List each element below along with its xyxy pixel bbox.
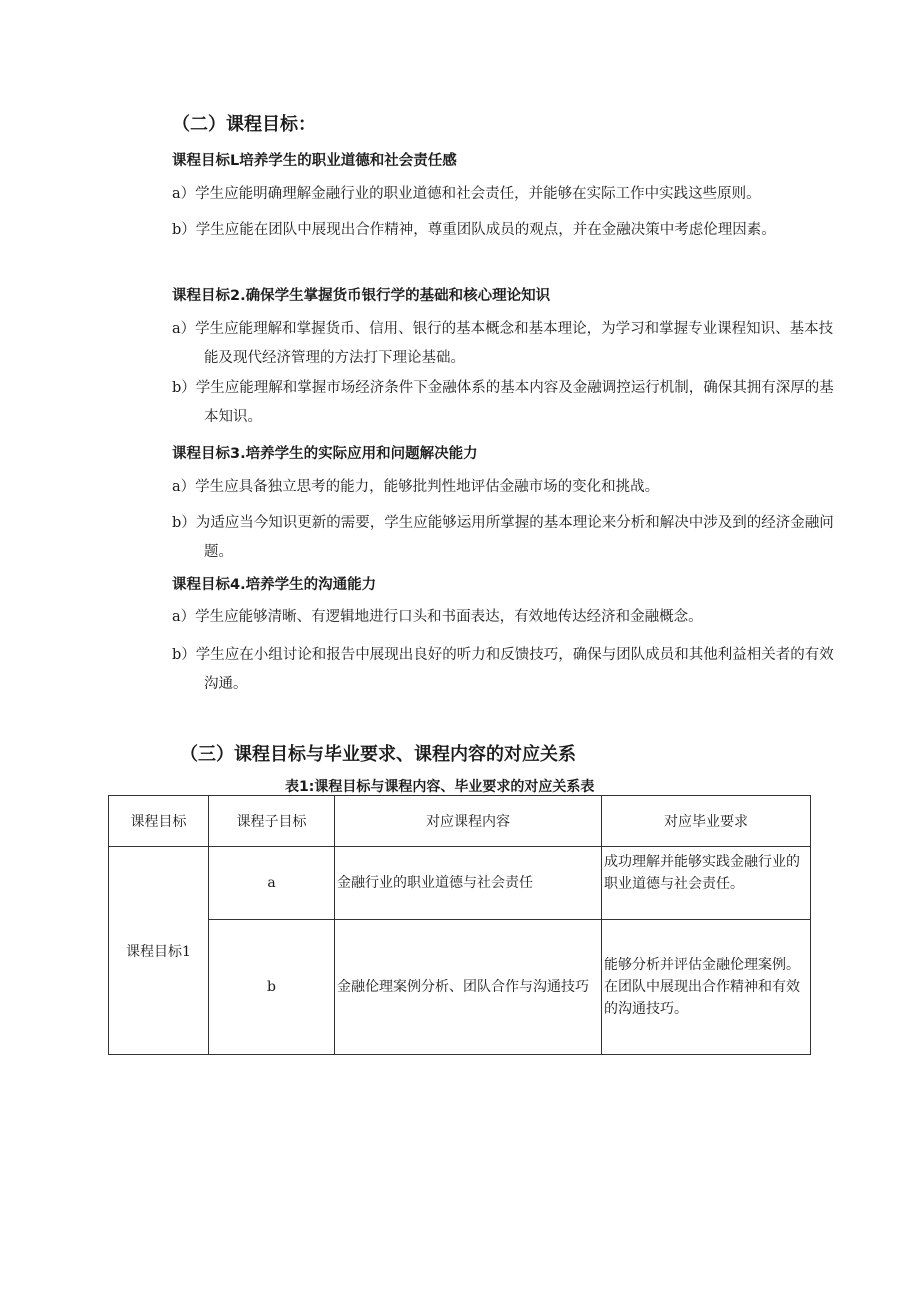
table-header-row xyxy=(109,796,811,847)
header-course-goal: 课程目标 xyxy=(109,796,209,847)
table-caption: 表1:课程目标与课程内容、毕业要求的对应关系表 xyxy=(285,779,595,795)
goal-title-3: 课程目标3.培养学生的实际应用和问题解决能力 xyxy=(172,446,478,462)
goal-title-2: 课程目标2.确保学生掌握货币银行学的基础和核心理论知识 xyxy=(172,288,551,304)
section-heading-course-goals: （二）课程目标： xyxy=(172,114,316,135)
goal-4-item-b: b）学生应在小组讨论和报告中展现出良好的听力和反馈技巧，确保与团队成员和其他利益相关者的有效沟通。 xyxy=(172,647,834,692)
goal-1-item-a: a）学生应能明确理解金融行业的职业道德和社会责任，并能够在实际工作中实践这些原则。 xyxy=(172,186,761,202)
goal-2-item-b: b）学生应能理解和掌握市场经济条件下金融体系的基本内容及金融调控运行机制，确保其拥有深厚的基本知识。 xyxy=(172,380,834,425)
table-row xyxy=(109,920,811,1055)
goal-3-item-b: b）为适应当今知识更新的需要，学生应能够运用所掌握的基本理论来分析和解决中涉及到的经济金融问题。 xyxy=(172,515,834,560)
cell-goal-group: 课程目标1 xyxy=(109,847,209,1055)
cell-content: 金融行业的职业道德与社会责任 xyxy=(335,847,602,920)
header-course-content: 对应课程内容 xyxy=(335,796,602,847)
goal-2-item-a: a）学生应能理解和掌握货币、信用、银行的基本概念和基本理论，为学习和掌握专业课程知识、基本技能及现代经济管理的方法打下理论基础。 xyxy=(172,321,834,366)
header-sub-goal: 课程子目标 xyxy=(209,796,335,847)
header-graduation-requirement: 对应毕业要求 xyxy=(602,796,811,847)
goal-4-item-a: a）学生应能够清晰、有逻辑地进行口头和书面表达，有效地传达经济和金融概念。 xyxy=(172,609,703,625)
cell-sub-goal: a xyxy=(209,847,335,920)
goal-1-item-b: b）学生应能在团队中展现出合作精神，尊重团队成员的观点，并在金融决策中考虑伦理因素。 xyxy=(172,222,776,238)
goal-3-item-a: a）学生应具备独立思考的能力，能够批判性地评估金融市场的变化和挑战。 xyxy=(172,479,660,495)
cell-content: 金融伦理案例分析、团队合作与沟通技巧 xyxy=(335,920,602,1055)
goal-title-1: 课程目标L培养学生的职业道德和社会责任感 xyxy=(172,153,457,169)
goal-title-4: 课程目标4.培养学生的沟通能力 xyxy=(172,577,377,593)
cell-requirement: 能够分析并评估金融伦理案例。在团队中展现出合作精神和有效的沟通技巧。 xyxy=(602,920,811,1055)
cell-sub-goal: b xyxy=(209,920,335,1055)
cell-requirement: 成功理解并能够实践金融行业的职业道德与社会责任。 xyxy=(602,847,811,920)
table-row xyxy=(109,847,811,920)
mapping-table xyxy=(108,795,811,1055)
section-heading-mapping: （三）课程目标与毕业要求、课程内容的对应关系 xyxy=(180,744,576,765)
